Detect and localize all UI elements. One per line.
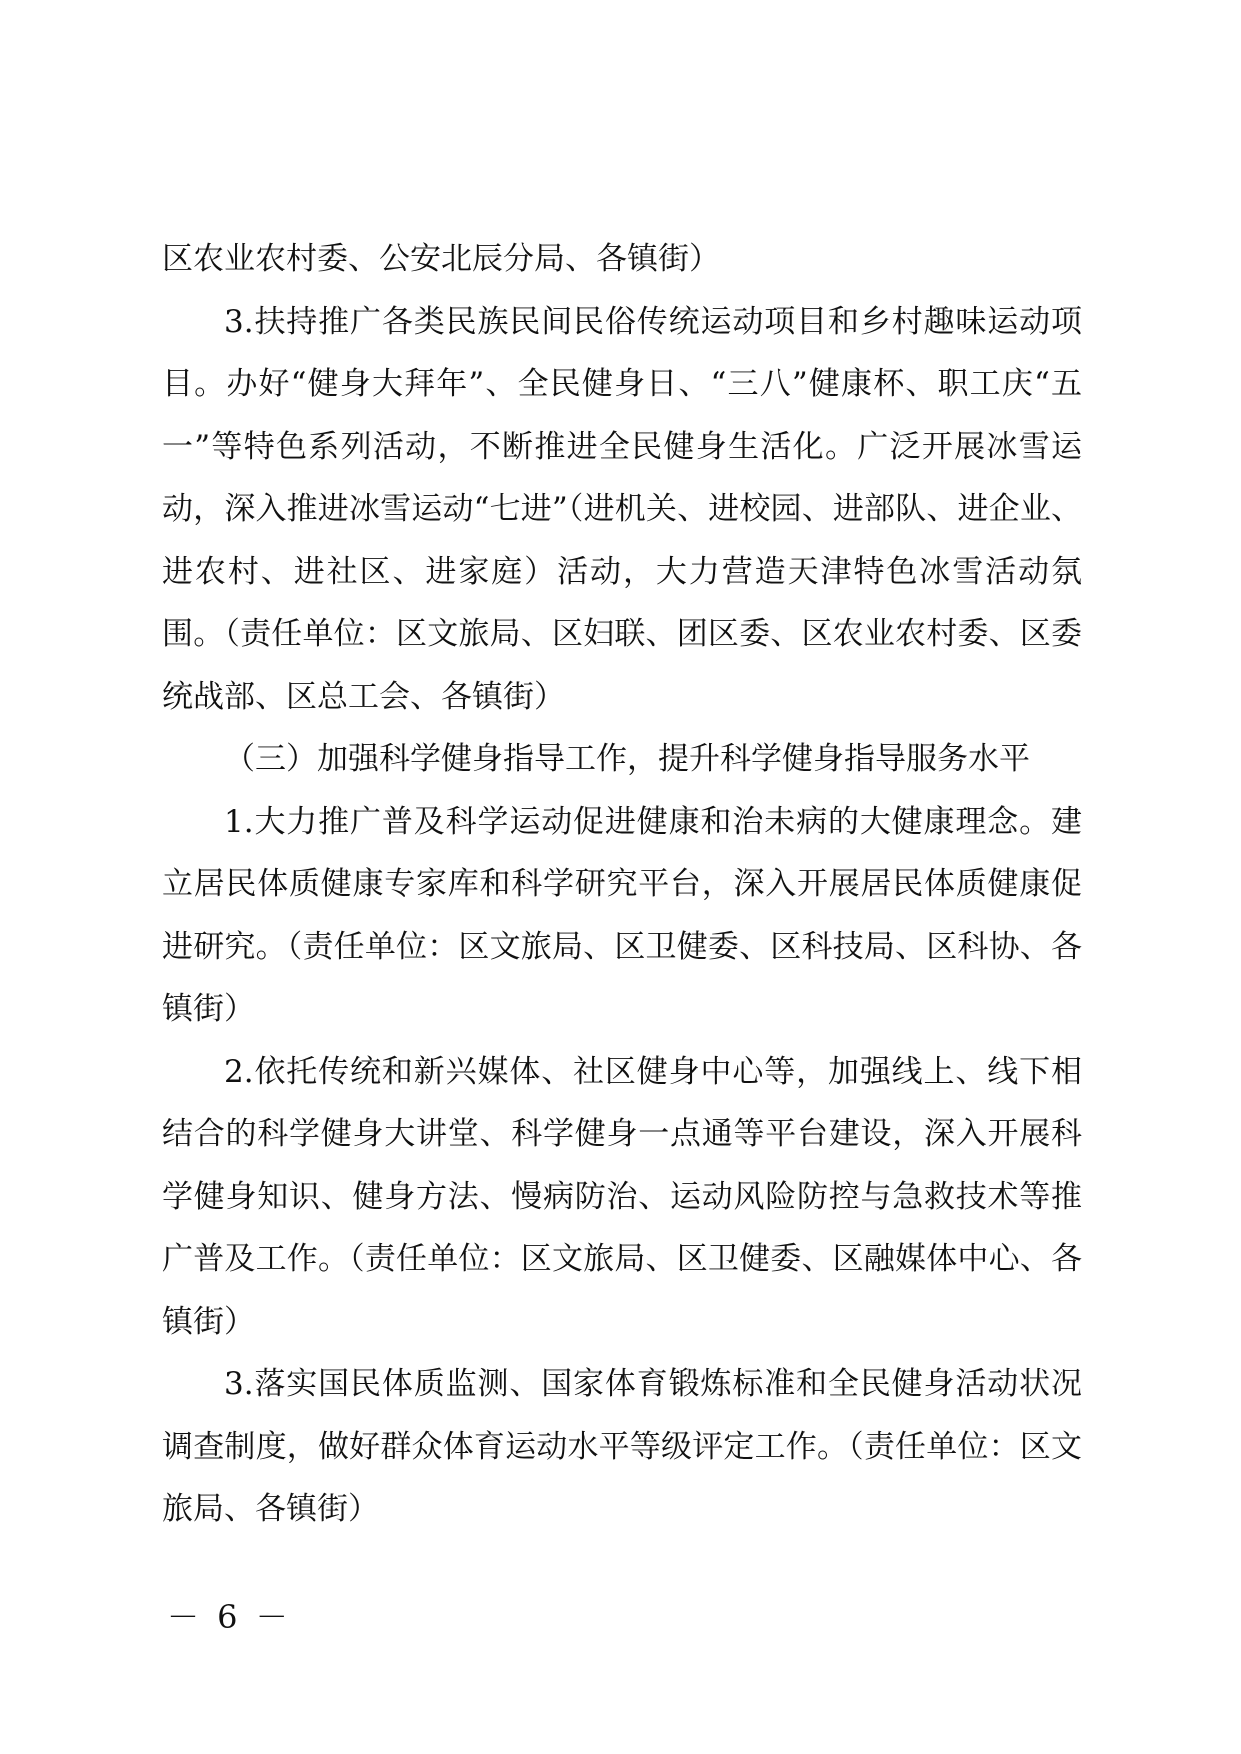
page-number: － 6 － [167,1598,292,1636]
paragraph-continuation: 区农业农村委、公安北辰分局、各镇街） [162,241,720,277]
paragraph-item-3-fitness-monitoring: 3.落实国民体质监测、国家体育锻炼标准和全民健身活动状况调查制度，做好群众体育运动水平等级评定工作。（责任单位：区文旅局、各镇街） [162,1366,1082,1527]
paragraph-item-3-folk-sports: 3.扶持推广各类民族民间民俗传统运动项目和乡村趣味运动项目。办好“健身大拜年”、全民健身日、“三八”健康杯、职工庆“五一”等特色系列活动，不断推进全民健身生活化。广泛开展冰雪运动，深入推进冰雪运动“七进”（进机关、进校园、进部队、进企业、进农村、进社区、进家庭）活动，大力营造天津特色冰雪活动氛围。（责任单位：区文旅局、区妇联、团区委、区农业农村委、区委统战部、区总工会、各镇街） [162,303,1082,715]
paragraph-item-1-health-concept: 1.大力推广普及科学运动促进健康和治未病的大健康理念。建立居民体质健康专家库和科学研究平台，深入开展居民体质健康促进研究。（责任单位：区文旅局、区卫健委、区科技局、区科协、各镇街） [162,803,1082,1027]
section-heading-3: （三）加强科学健身指导工作，提升科学健身指导服务水平 [224,741,1030,777]
document-body [162,228,1082,1541]
paragraph-item-2-media-platforms: 2.依托传统和新兴媒体、社区健身中心等，加强线上、线下相结合的科学健身大讲堂、科学健身一点通等平台建设，深入开展科学健身知识、健身方法、慢病防治、运动风险防控与急救技术等推广普及工作。（责任单位：区文旅局、区卫健委、区融媒体中心、各镇街） [162,1053,1082,1340]
